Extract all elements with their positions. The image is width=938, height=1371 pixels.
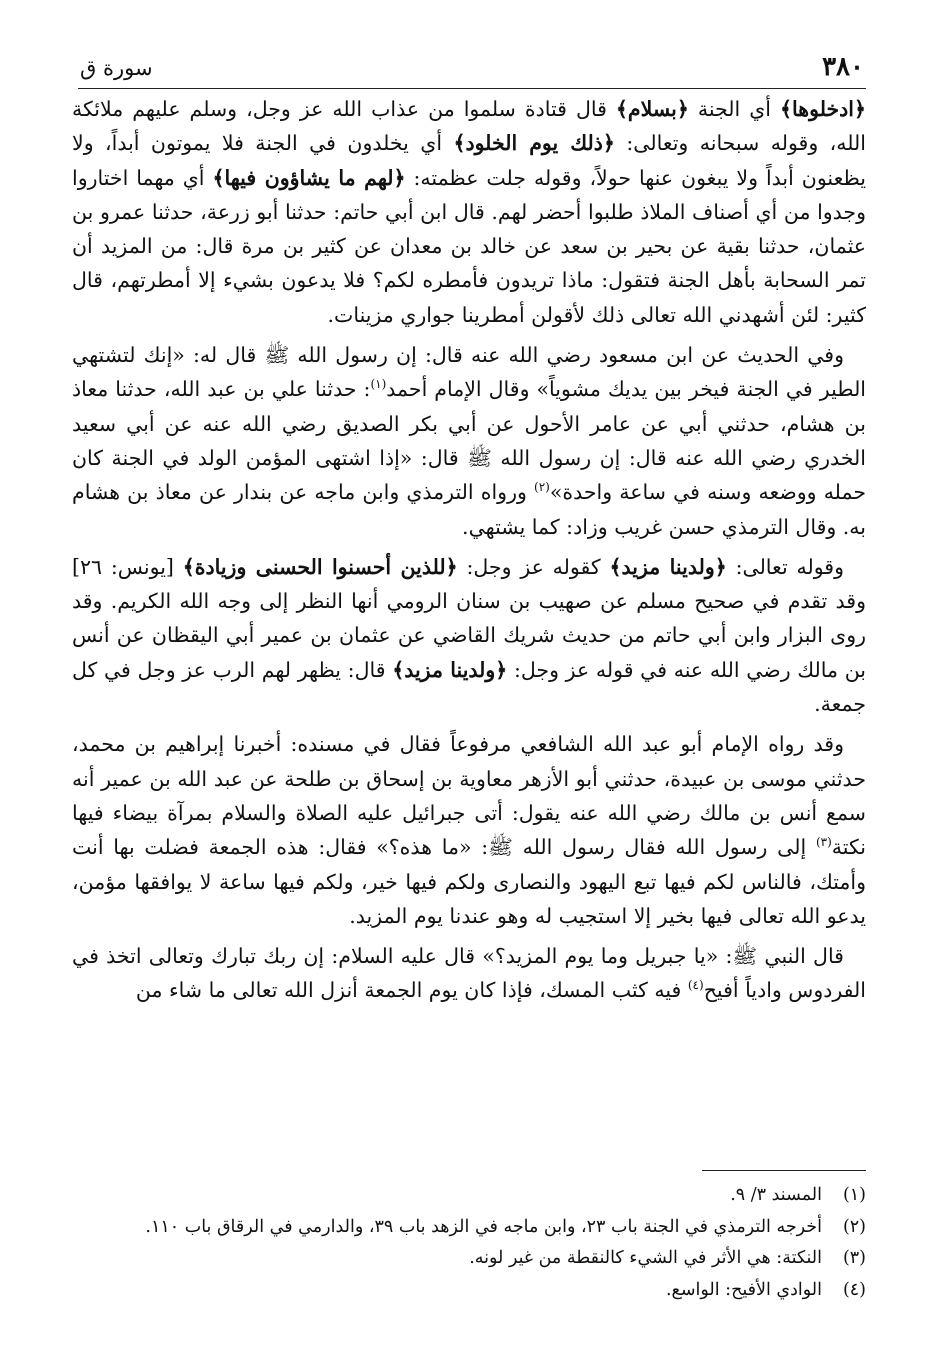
footnote-text: النكتة: هي الأثر في الشيء كالنقطة من غير لونه. (469, 1248, 822, 1268)
footnote-marker: (٣) (815, 835, 832, 850)
text-span: إلى رسول الله فقال رسول الله ﷺ: «ما هذه؟» فقال: هذه الجمعة فضلت بها أنت وأمتك، فالناس لكم فيها تبع اليهود والنصارى ولكم فيها خير، ولكم فيها ساعة لا يوافقها مؤمن، يدعو الله تعالى فيها بخير إلا استجيب له وهو عندنا يوم المزيد. (72, 835, 866, 928)
text-span: وقد رواه الإمام أبو عبد الله الشافعي مرفوعاً فقال في مسنده: أخبرنا إبراهيم بن محمد، حدثني موسى بن عبيدة، حدثني أبو الأزهر معاوية بن إسحاق بن طلحة عن عبد الله بن عمير أنه سمع أنس بن مالك رضي الله عنه يقول: أتى جبرائيل عليه الصلاة والسلام بمرآة بيضاء فيها نكتة (72, 732, 866, 860)
footnote-marker: (٤) (687, 978, 704, 993)
footnote-number: (٢) (842, 1216, 866, 1237)
text-span: وفي الحديث عن ابن مسعود رضي الله عنه قال: إن رسول الله ﷺ قال له: «إنك لتشتهي الطير في الجنة فيخر بين يديك مشوياً» وقال الإمام أحمد (72, 343, 867, 402)
text-span: ورواه الترمذي وابن ماجه عن بندار عن معاذ بن هشام به. وقال الترمذي حسن غريب وزاد: كما يشتهي. (72, 480, 866, 539)
footnote-marker: (١) (370, 377, 387, 392)
quran-quote: ﴿للذين أحسنوا الحسنى وزيادة﴾ (182, 554, 458, 579)
paragraph-1 (72, 92, 866, 332)
running-title: سورة ق (80, 56, 153, 80)
footnote-number: (٣) (842, 1248, 866, 1268)
text-span: قال قتادة سلموا من عذاب الله عز وجل، وسلم عليهم ملائكة الله، وقوله سبحانه وتعالى: (72, 97, 866, 156)
page-number: ٣٨٠ (822, 52, 864, 82)
footnote-marker: (٢) (534, 480, 550, 495)
main-text (72, 92, 866, 1014)
footnote-item (72, 1180, 866, 1212)
footnote-text: المسند ٣/ ٩. (730, 1185, 822, 1205)
footnote-item (72, 1243, 866, 1275)
text-span: : حدثنا علي بن عبد الله، حدثنا معاذ بن هشام، حدثني أبي عن عامر الأحول عن أبي بكر الصديق رضي الله عنه عن أبي سعيد الخدري رضي الله عنه قال: إن رسول الله ﷺ قال: «إذا اشتهى المؤمن الولد في الجنة كان حمله ووضعه وسنه في ساعة واحدة» (72, 377, 866, 505)
quran-quote: ﴿ولدينا مزيد﴾ (609, 554, 727, 579)
text-span: قال: يظهر لهم الرب عز وجل في كل جمعة. (72, 657, 866, 717)
quran-quote: ﴿بسلام﴾ (615, 97, 689, 121)
footnote-number: (٤) (842, 1279, 866, 1300)
text-span: أي مهما اختاروا وجدوا من أي أصناف الملاذ طلبوا أحضر لهم. قال ابن أبي حاتم: حدثنا أبو زرعة، حدثنا عمرو بن عثمان، حدثنا بقية عن بحير بن سعد عن خالد بن معدان عن كثير بن مرة قال: من المزيد أن تمر السحابة بأهل الجنة فتقول: ماذا تريدون فأمطره لكم؟ فلا يدعون بشيء إلا أمطرتهم، قال كثير: لئن أشهدني الله تعالى ذلك لأقولن أمطرينا جواري مزينات. (72, 165, 866, 327)
footnote-item (72, 1212, 866, 1244)
footnote-item (72, 1275, 866, 1307)
paragraph-4 (72, 727, 866, 933)
footnote-divider (702, 1170, 866, 1171)
quran-quote: ﴿ولدينا مزيد﴾ (392, 657, 508, 682)
text-span: فيه كثب المسك، فإذا كان يوم الجمعة أنزل الله تعالى ما شاء من (135, 978, 688, 1003)
quran-quote: ﴿ذلك يوم الخلود﴾ (453, 131, 615, 156)
footnotes (72, 1180, 866, 1306)
text-span: [يونس: ٢٦] وقد تقدم في صحيح مسلم عن صهيب بن سنان الرومي أنها النظر إلى وجه الله الكريم. وقد روى البزار وابن أبي حاتم من حديث شريك القاضي عن عثمان بن عمير أبي اليقظان عن أنس بن مالك رضي الله عنه في قوله عز وجل: (72, 554, 866, 682)
paragraph-3 (72, 550, 866, 721)
text-span: وقوله تعالى: (726, 554, 845, 579)
quran-quote: ﴿ادخلوها﴾ (780, 97, 866, 121)
text-span: أي يخلدون في الجنة فلا يموتون أبداً، ولا يظعنون أبداً ولا يبغون عنها حولاً، وقوله جلت عظمته: (72, 131, 867, 190)
paragraph-2 (72, 338, 866, 544)
quran-quote: ﴿لهم ما يشاؤون فيها﴾ (212, 165, 406, 190)
footnote-text: أخرجه الترمذي في الجنة باب ٢٣، وابن ماجه في الزهد باب ٣٩، والدارمي في الرقاق باب ١١٠. (145, 1216, 822, 1237)
text-span: كقوله عز وجل: (457, 554, 610, 579)
paragraph-5 (72, 939, 866, 1008)
footnote-text: الوادي الأفيح: الواسع. (665, 1279, 822, 1300)
text-span: أي الجنة (688, 97, 781, 121)
text-span: قال النبي ﷺ: «يا جبريل وما يوم المزيد؟» قال عليه السلام: إن ربك تبارك وتعالى اتخذ في الفردوس وادياً أفيح (72, 944, 866, 1003)
page-header (78, 48, 866, 89)
footnote-number: (١) (842, 1185, 866, 1205)
